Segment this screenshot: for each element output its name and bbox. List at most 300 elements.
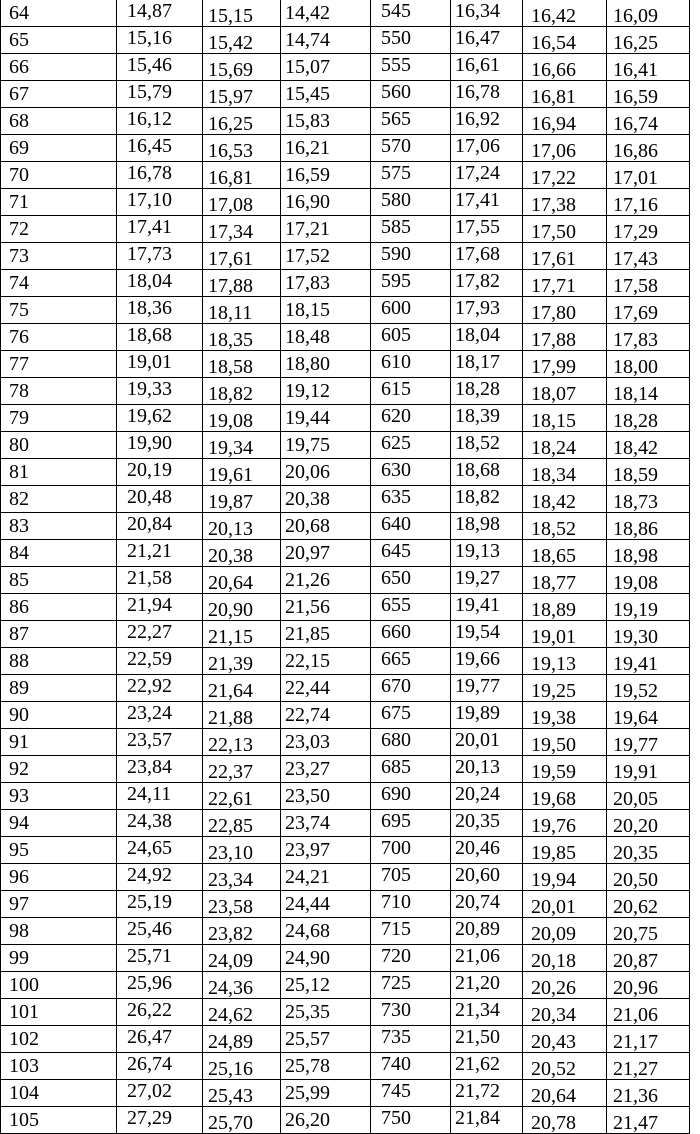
value-c-left-cell: 21,26 [281, 567, 371, 594]
value-c-right-cell: 21,27 [607, 1053, 690, 1080]
value-c-right-cell: 19,19 [607, 594, 690, 621]
value-b-left-cell: 17,61 [203, 243, 281, 270]
row-number-left-cell: 99 [1, 945, 117, 972]
value-a-left-cell: 27,29 [117, 1107, 203, 1134]
row-number-left-cell: 65 [1, 27, 117, 54]
value-c-right-cell: 19,64 [607, 702, 690, 729]
value-b-right-cell: 17,61 [523, 243, 607, 270]
value-c-right-cell: 19,30 [607, 621, 690, 648]
value-c-left-cell: 22,44 [281, 675, 371, 702]
value-b-right-cell: 16,54 [523, 27, 607, 54]
row-number-left-cell: 89 [1, 675, 117, 702]
value-a-left-cell: 18,36 [117, 297, 203, 324]
value-b-right-cell: 19,76 [523, 810, 607, 837]
value-c-left-cell: 23,50 [281, 783, 371, 810]
table-row [1, 540, 690, 567]
value-b-right-cell: 16,42 [523, 0, 607, 27]
value-c-left-cell: 16,21 [281, 135, 371, 162]
value-a-right-cell: 21,62 [451, 1053, 523, 1080]
value-b-right-cell: 18,77 [523, 567, 607, 594]
value-a-right-cell: 21,34 [451, 999, 523, 1026]
value-c-left-cell: 17,21 [281, 216, 371, 243]
table-row [1, 378, 690, 405]
value-b-left-cell: 18,11 [203, 297, 281, 324]
value-a-right-cell: 17,24 [451, 162, 523, 189]
value-b-right-cell: 20,64 [523, 1080, 607, 1107]
value-c-right-cell: 21,36 [607, 1080, 690, 1107]
value-b-left-cell: 20,38 [203, 540, 281, 567]
table-row [1, 891, 690, 918]
value-b-right-cell: 17,06 [523, 135, 607, 162]
row-number-right-cell: 735 [371, 1026, 451, 1053]
row-number-left-cell: 90 [1, 702, 117, 729]
value-a-left-cell: 16,78 [117, 162, 203, 189]
value-b-left-cell: 15,97 [203, 81, 281, 108]
value-b-left-cell: 25,43 [203, 1080, 281, 1107]
row-number-left-cell: 93 [1, 783, 117, 810]
row-number-left-cell: 77 [1, 351, 117, 378]
value-c-left-cell: 18,15 [281, 297, 371, 324]
table-row [1, 459, 690, 486]
value-c-left-cell: 24,21 [281, 864, 371, 891]
value-b-left-cell: 25,16 [203, 1053, 281, 1080]
value-c-left-cell: 17,83 [281, 270, 371, 297]
row-number-left-cell: 71 [1, 189, 117, 216]
value-b-left-cell: 24,89 [203, 1026, 281, 1053]
value-b-left-cell: 15,69 [203, 54, 281, 81]
row-number-right-cell: 715 [371, 918, 451, 945]
value-b-left-cell: 21,39 [203, 648, 281, 675]
value-b-right-cell: 20,09 [523, 918, 607, 945]
value-c-left-cell: 16,59 [281, 162, 371, 189]
value-b-left-cell: 16,25 [203, 108, 281, 135]
table-row [1, 567, 690, 594]
table-row [1, 837, 690, 864]
value-b-left-cell: 15,42 [203, 27, 281, 54]
value-c-left-cell: 19,75 [281, 432, 371, 459]
value-b-left-cell: 24,36 [203, 972, 281, 999]
row-number-right-cell: 625 [371, 432, 451, 459]
table-row [1, 189, 690, 216]
row-number-left-cell: 96 [1, 864, 117, 891]
row-number-left-cell: 94 [1, 810, 117, 837]
value-c-right-cell: 16,41 [607, 54, 690, 81]
value-c-left-cell: 24,44 [281, 891, 371, 918]
value-a-left-cell: 20,19 [117, 459, 203, 486]
value-b-right-cell: 20,52 [523, 1053, 607, 1080]
value-b-left-cell: 19,08 [203, 405, 281, 432]
table-row [1, 810, 690, 837]
table-row [1, 594, 690, 621]
value-c-left-cell: 23,27 [281, 756, 371, 783]
row-number-right-cell: 555 [371, 54, 451, 81]
value-a-right-cell: 20,89 [451, 918, 523, 945]
row-number-left-cell: 67 [1, 81, 117, 108]
value-c-right-cell: 20,50 [607, 864, 690, 891]
value-c-left-cell: 25,78 [281, 1053, 371, 1080]
value-c-right-cell: 18,14 [607, 378, 690, 405]
row-number-right-cell: 710 [371, 891, 451, 918]
value-c-left-cell: 20,68 [281, 513, 371, 540]
value-a-right-cell: 20,13 [451, 756, 523, 783]
value-a-right-cell: 21,06 [451, 945, 523, 972]
table-row [1, 729, 690, 756]
value-c-left-cell: 16,90 [281, 189, 371, 216]
value-c-right-cell: 18,28 [607, 405, 690, 432]
value-b-right-cell: 20,01 [523, 891, 607, 918]
value-a-left-cell: 23,57 [117, 729, 203, 756]
value-c-right-cell: 17,58 [607, 270, 690, 297]
value-c-right-cell: 19,41 [607, 648, 690, 675]
value-a-left-cell: 21,21 [117, 540, 203, 567]
value-a-left-cell: 23,84 [117, 756, 203, 783]
value-c-right-cell: 18,00 [607, 351, 690, 378]
value-a-right-cell: 18,04 [451, 324, 523, 351]
value-c-left-cell: 25,12 [281, 972, 371, 999]
row-number-right-cell: 600 [371, 297, 451, 324]
table-row [1, 1080, 690, 1107]
value-b-right-cell: 16,81 [523, 81, 607, 108]
value-b-right-cell: 18,42 [523, 486, 607, 513]
value-b-left-cell: 17,88 [203, 270, 281, 297]
value-a-left-cell: 25,46 [117, 918, 203, 945]
value-a-left-cell: 18,04 [117, 270, 203, 297]
value-a-right-cell: 16,61 [451, 54, 523, 81]
value-c-left-cell: 21,56 [281, 594, 371, 621]
value-b-right-cell: 17,22 [523, 162, 607, 189]
value-c-left-cell: 14,74 [281, 27, 371, 54]
value-a-right-cell: 18,98 [451, 513, 523, 540]
value-a-right-cell: 21,84 [451, 1107, 523, 1134]
row-number-right-cell: 545 [371, 0, 451, 27]
row-number-left-cell: 76 [1, 324, 117, 351]
row-number-left-cell: 83 [1, 513, 117, 540]
value-a-right-cell: 21,20 [451, 972, 523, 999]
value-c-left-cell: 18,80 [281, 351, 371, 378]
row-number-right-cell: 575 [371, 162, 451, 189]
value-b-right-cell: 19,59 [523, 756, 607, 783]
row-number-left-cell: 82 [1, 486, 117, 513]
value-c-left-cell: 15,07 [281, 54, 371, 81]
value-b-right-cell: 20,18 [523, 945, 607, 972]
row-number-left-cell: 87 [1, 621, 117, 648]
value-a-left-cell: 24,92 [117, 864, 203, 891]
value-a-left-cell: 20,84 [117, 513, 203, 540]
value-a-right-cell: 17,82 [451, 270, 523, 297]
value-a-left-cell: 24,11 [117, 783, 203, 810]
value-b-right-cell: 18,89 [523, 594, 607, 621]
value-b-right-cell: 19,50 [523, 729, 607, 756]
value-b-left-cell: 20,64 [203, 567, 281, 594]
value-c-right-cell: 20,75 [607, 918, 690, 945]
value-a-left-cell: 21,58 [117, 567, 203, 594]
row-number-left-cell: 95 [1, 837, 117, 864]
value-c-left-cell: 22,74 [281, 702, 371, 729]
row-number-left-cell: 68 [1, 108, 117, 135]
value-b-right-cell: 20,34 [523, 999, 607, 1026]
table-row [1, 405, 690, 432]
value-a-right-cell: 16,92 [451, 108, 523, 135]
value-a-right-cell: 18,52 [451, 432, 523, 459]
row-number-left-cell: 91 [1, 729, 117, 756]
value-a-left-cell: 23,24 [117, 702, 203, 729]
value-c-right-cell: 17,83 [607, 324, 690, 351]
value-a-right-cell: 20,60 [451, 864, 523, 891]
value-c-right-cell: 20,20 [607, 810, 690, 837]
row-number-right-cell: 645 [371, 540, 451, 567]
row-number-left-cell: 97 [1, 891, 117, 918]
row-number-left-cell: 85 [1, 567, 117, 594]
value-c-left-cell: 26,20 [281, 1107, 371, 1134]
value-a-right-cell: 20,46 [451, 837, 523, 864]
table-row [1, 945, 690, 972]
value-a-left-cell: 19,62 [117, 405, 203, 432]
value-a-left-cell: 27,02 [117, 1080, 203, 1107]
value-b-left-cell: 24,09 [203, 945, 281, 972]
row-number-right-cell: 605 [371, 324, 451, 351]
value-c-right-cell: 20,87 [607, 945, 690, 972]
row-number-right-cell: 745 [371, 1080, 451, 1107]
row-number-right-cell: 675 [371, 702, 451, 729]
value-c-right-cell: 21,17 [607, 1026, 690, 1053]
value-a-right-cell: 19,41 [451, 594, 523, 621]
value-c-left-cell: 23,03 [281, 729, 371, 756]
value-b-right-cell: 18,65 [523, 540, 607, 567]
table-row [1, 972, 690, 999]
row-number-right-cell: 615 [371, 378, 451, 405]
value-b-left-cell: 22,37 [203, 756, 281, 783]
value-a-right-cell: 20,01 [451, 729, 523, 756]
value-c-left-cell: 18,48 [281, 324, 371, 351]
row-number-left-cell: 73 [1, 243, 117, 270]
row-number-right-cell: 595 [371, 270, 451, 297]
value-c-right-cell: 19,91 [607, 756, 690, 783]
value-c-right-cell: 16,25 [607, 27, 690, 54]
value-b-right-cell: 17,71 [523, 270, 607, 297]
value-a-left-cell: 22,92 [117, 675, 203, 702]
row-number-right-cell: 640 [371, 513, 451, 540]
row-number-right-cell: 635 [371, 486, 451, 513]
value-a-left-cell: 14,87 [117, 0, 203, 27]
row-number-right-cell: 655 [371, 594, 451, 621]
table-row [1, 162, 690, 189]
value-a-left-cell: 17,73 [117, 243, 203, 270]
value-c-right-cell: 17,69 [607, 297, 690, 324]
value-b-left-cell: 22,61 [203, 783, 281, 810]
value-c-left-cell: 15,83 [281, 108, 371, 135]
value-b-right-cell: 19,38 [523, 702, 607, 729]
row-number-left-cell: 64 [1, 0, 117, 27]
value-b-left-cell: 22,13 [203, 729, 281, 756]
table-row [1, 864, 690, 891]
value-a-right-cell: 18,68 [451, 459, 523, 486]
table-row [1, 648, 690, 675]
value-c-left-cell: 19,44 [281, 405, 371, 432]
value-a-right-cell: 17,93 [451, 297, 523, 324]
value-a-left-cell: 18,68 [117, 324, 203, 351]
row-number-right-cell: 650 [371, 567, 451, 594]
value-b-right-cell: 17,99 [523, 351, 607, 378]
value-c-right-cell: 19,08 [607, 567, 690, 594]
value-a-right-cell: 17,06 [451, 135, 523, 162]
row-number-right-cell: 690 [371, 783, 451, 810]
value-b-left-cell: 21,15 [203, 621, 281, 648]
row-number-left-cell: 102 [1, 1026, 117, 1053]
value-b-right-cell: 17,88 [523, 324, 607, 351]
table-row [1, 702, 690, 729]
value-c-right-cell: 18,59 [607, 459, 690, 486]
value-a-left-cell: 25,96 [117, 972, 203, 999]
value-c-right-cell: 17,01 [607, 162, 690, 189]
row-number-left-cell: 66 [1, 54, 117, 81]
value-c-right-cell: 16,59 [607, 81, 690, 108]
value-b-left-cell: 17,08 [203, 189, 281, 216]
value-c-right-cell: 21,47 [607, 1107, 690, 1134]
value-a-left-cell: 19,01 [117, 351, 203, 378]
value-c-left-cell: 20,97 [281, 540, 371, 567]
row-number-right-cell: 560 [371, 81, 451, 108]
row-number-left-cell: 84 [1, 540, 117, 567]
value-a-right-cell: 19,13 [451, 540, 523, 567]
row-number-right-cell: 685 [371, 756, 451, 783]
value-a-right-cell: 17,41 [451, 189, 523, 216]
row-number-left-cell: 79 [1, 405, 117, 432]
value-c-right-cell: 16,09 [607, 0, 690, 27]
table-row [1, 513, 690, 540]
row-number-left-cell: 101 [1, 999, 117, 1026]
value-b-left-cell: 23,34 [203, 864, 281, 891]
row-number-right-cell: 590 [371, 243, 451, 270]
value-b-left-cell: 23,10 [203, 837, 281, 864]
value-c-right-cell: 20,05 [607, 783, 690, 810]
row-number-left-cell: 81 [1, 459, 117, 486]
value-a-right-cell: 16,78 [451, 81, 523, 108]
value-c-right-cell: 19,77 [607, 729, 690, 756]
table-row [1, 783, 690, 810]
value-a-right-cell: 20,24 [451, 783, 523, 810]
row-number-right-cell: 620 [371, 405, 451, 432]
value-a-left-cell: 25,71 [117, 945, 203, 972]
value-a-right-cell: 20,35 [451, 810, 523, 837]
table-row [1, 54, 690, 81]
value-b-left-cell: 18,58 [203, 351, 281, 378]
table-row [1, 1053, 690, 1080]
value-b-right-cell: 19,85 [523, 837, 607, 864]
value-a-left-cell: 24,65 [117, 837, 203, 864]
table-row [1, 108, 690, 135]
value-b-right-cell: 18,07 [523, 378, 607, 405]
value-b-right-cell: 20,43 [523, 1026, 607, 1053]
value-c-right-cell: 16,74 [607, 108, 690, 135]
table-row [1, 999, 690, 1026]
table-row [1, 81, 690, 108]
value-a-right-cell: 21,50 [451, 1026, 523, 1053]
value-a-left-cell: 15,46 [117, 54, 203, 81]
value-c-right-cell: 17,29 [607, 216, 690, 243]
value-c-left-cell: 20,38 [281, 486, 371, 513]
row-number-right-cell: 695 [371, 810, 451, 837]
value-a-left-cell: 22,27 [117, 621, 203, 648]
row-number-right-cell: 565 [371, 108, 451, 135]
table-row [1, 0, 690, 27]
value-b-right-cell: 16,66 [523, 54, 607, 81]
row-number-left-cell: 75 [1, 297, 117, 324]
value-b-right-cell: 18,15 [523, 405, 607, 432]
value-b-left-cell: 23,82 [203, 918, 281, 945]
value-c-right-cell: 16,86 [607, 135, 690, 162]
value-b-right-cell: 16,94 [523, 108, 607, 135]
value-c-right-cell: 18,86 [607, 513, 690, 540]
value-a-left-cell: 25,19 [117, 891, 203, 918]
row-number-right-cell: 740 [371, 1053, 451, 1080]
value-a-right-cell: 16,34 [451, 0, 523, 27]
row-number-right-cell: 700 [371, 837, 451, 864]
value-c-left-cell: 19,12 [281, 378, 371, 405]
value-c-right-cell: 19,52 [607, 675, 690, 702]
value-b-left-cell: 19,61 [203, 459, 281, 486]
value-a-right-cell: 19,54 [451, 621, 523, 648]
value-b-right-cell: 17,80 [523, 297, 607, 324]
value-a-left-cell: 26,74 [117, 1053, 203, 1080]
value-b-left-cell: 16,53 [203, 135, 281, 162]
row-number-right-cell: 665 [371, 648, 451, 675]
row-number-right-cell: 730 [371, 999, 451, 1026]
value-c-left-cell: 15,45 [281, 81, 371, 108]
value-b-left-cell: 19,34 [203, 432, 281, 459]
value-a-right-cell: 20,74 [451, 891, 523, 918]
row-number-left-cell: 92 [1, 756, 117, 783]
row-number-right-cell: 585 [371, 216, 451, 243]
value-c-left-cell: 23,74 [281, 810, 371, 837]
table-row [1, 297, 690, 324]
value-b-right-cell: 20,26 [523, 972, 607, 999]
value-a-right-cell: 18,82 [451, 486, 523, 513]
row-number-left-cell: 86 [1, 594, 117, 621]
value-a-right-cell: 18,39 [451, 405, 523, 432]
value-c-left-cell: 24,68 [281, 918, 371, 945]
row-number-right-cell: 680 [371, 729, 451, 756]
value-a-left-cell: 15,79 [117, 81, 203, 108]
value-c-right-cell: 20,35 [607, 837, 690, 864]
table-row [1, 1026, 690, 1053]
table-row [1, 486, 690, 513]
row-number-left-cell: 98 [1, 918, 117, 945]
value-b-left-cell: 21,64 [203, 675, 281, 702]
value-b-right-cell: 18,52 [523, 513, 607, 540]
row-number-right-cell: 670 [371, 675, 451, 702]
table-row [1, 270, 690, 297]
table-row [1, 1107, 690, 1134]
value-a-right-cell: 17,55 [451, 216, 523, 243]
value-a-left-cell: 15,16 [117, 27, 203, 54]
value-a-left-cell: 20,48 [117, 486, 203, 513]
value-c-left-cell: 17,52 [281, 243, 371, 270]
value-a-left-cell: 16,12 [117, 108, 203, 135]
value-b-right-cell: 20,78 [523, 1107, 607, 1134]
value-a-left-cell: 19,33 [117, 378, 203, 405]
value-b-left-cell: 18,82 [203, 378, 281, 405]
value-c-right-cell: 18,98 [607, 540, 690, 567]
table-row [1, 27, 690, 54]
table-row [1, 756, 690, 783]
value-b-left-cell: 22,85 [203, 810, 281, 837]
value-b-left-cell: 21,88 [203, 702, 281, 729]
value-c-left-cell: 23,97 [281, 837, 371, 864]
value-b-right-cell: 18,24 [523, 432, 607, 459]
value-a-right-cell: 19,27 [451, 567, 523, 594]
value-b-right-cell: 19,94 [523, 864, 607, 891]
value-c-right-cell: 18,73 [607, 486, 690, 513]
